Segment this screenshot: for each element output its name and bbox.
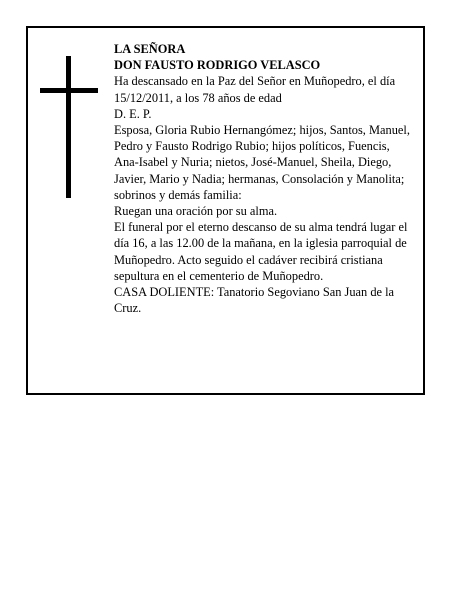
death-announcement: Ha descansado en la Paz del Señor en Muñopedro, el día 15/12/2011, a los 78 años de edad [114,74,396,105]
cross-icon [40,56,98,198]
obituary-notice [26,26,425,395]
cross-vertical-bar [66,56,71,198]
dep-text: D. E. P. [114,106,152,121]
honorific-heading: LA SEÑORA [114,42,186,56]
casa-doliente: CASA DOLIENTE: Tanatorio Segoviano San Juan de la Cruz. [114,285,395,316]
prayer-request: Ruegan una oración por su alma. [114,204,278,219]
funeral-details: El funeral por el eterno descanso de su alma tendrá lugar el día 16, a las 12.00 de la mañana, en la iglesia parroquial de Muñopedro. Acto seguido el cadáver recibirá cristiana sepultura en el cementerio de Muñopedro. [114,220,408,283]
obituary-text [114,41,416,316]
deceased-name: DON FAUSTO RODRIGO VELASCO [114,58,321,73]
family-list: Esposa, Gloria Rubio Hernangómez; hijos, Santos, Manuel, Pedro y Fausto Rodrigo Rubio; hijos políticos, Fuencis, Ana-Isabel y Nuria; nietos, José-Manuel, Sheila, Diego, Javier, Mario y Nadia; hermanas, Consolación y Manolita; sobrinos y demás familia: [114,123,410,202]
cross-horizontal-bar [40,88,98,93]
